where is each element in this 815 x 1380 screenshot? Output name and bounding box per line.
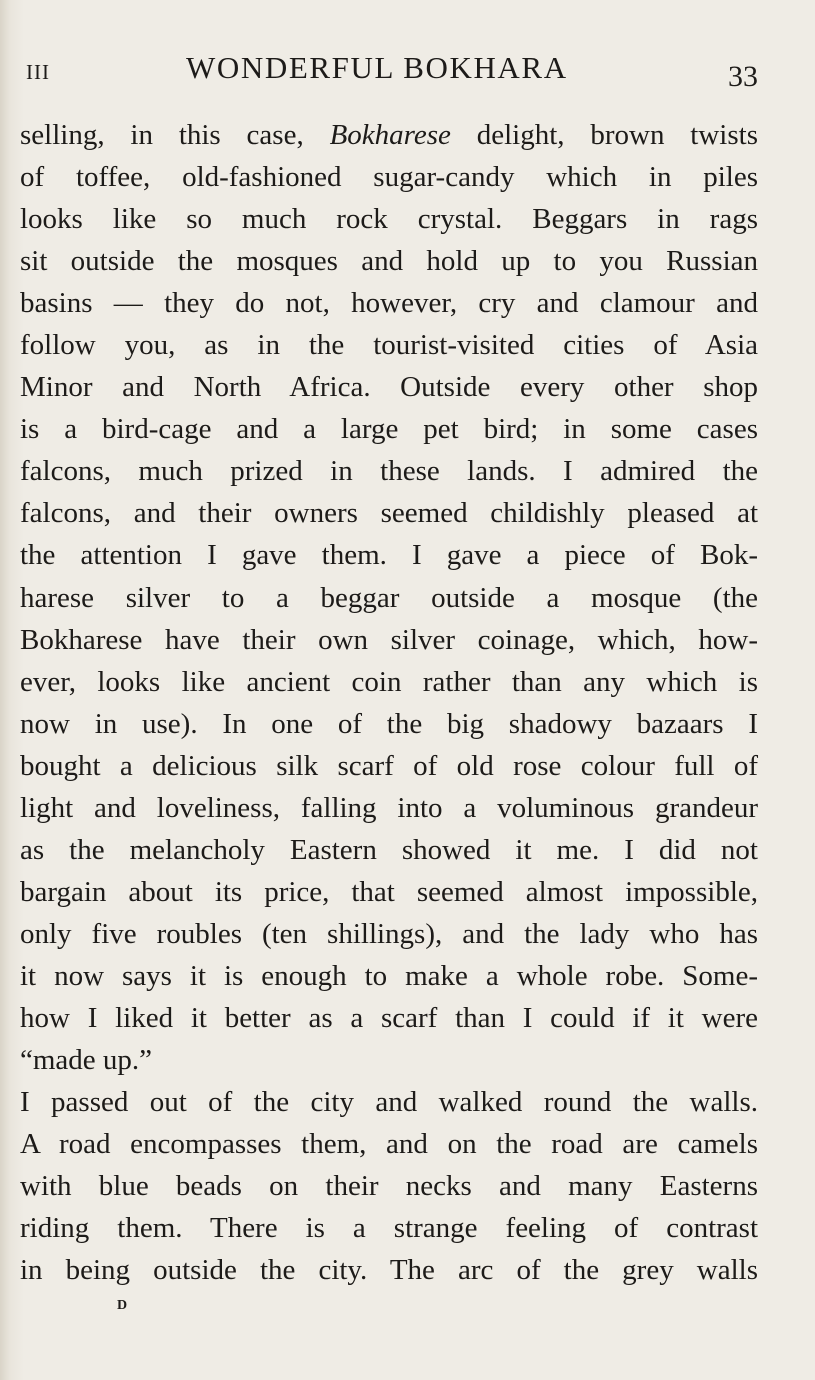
text-line: sit outside the mosques and hold up to you Russian	[20, 245, 758, 278]
text-line: with blue beads on their necks and many Easterns	[20, 1170, 758, 1203]
text-line: “made up.”	[20, 1044, 153, 1077]
text-line: only five roubles (ten shillings), and the lady who has	[20, 917, 758, 950]
text-line: A road encompasses them, and on the road are camels	[20, 1128, 758, 1161]
text-line: falcons, and their owners seemed childishly pleased at	[20, 497, 758, 530]
body-text	[20, 114, 758, 1291]
text-line: riding them. There is a strange feeling of contrast	[20, 1212, 758, 1245]
line-end: delight, brown twists	[450, 119, 758, 151]
text-line: Minor and North Africa. Outside every other shop	[20, 371, 758, 404]
text-line: I passed out of the city and walked round the walls.	[20, 1086, 758, 1119]
text-line: Bokharese have their own silver coinage, which, how-	[20, 623, 758, 656]
text-line: is a bird-cage and a large pet bird; in some cases	[20, 413, 758, 446]
running-head	[0, 50, 815, 93]
text-line: light and loveliness, falling into a voluminous grandeur	[20, 791, 758, 824]
text-line	[20, 114, 758, 156]
chapter-number: III	[26, 60, 50, 84]
text-line: how I liked it better as a scarf than I could if it were	[20, 1001, 758, 1034]
text-line: as the melancholy Eastern showed it me. I did not	[20, 833, 758, 866]
text-line: it now says it is enough to make a whole robe. Some-	[20, 959, 758, 992]
text-line: ever, looks like ancient coin rather than any which is	[20, 665, 758, 698]
text-line: the attention I gave them. I gave a piece of Bok-	[20, 539, 758, 572]
italic-word: Bokharese	[329, 119, 451, 151]
page-number: 33	[728, 60, 758, 93]
text-line: in being outside the city. The arc of the grey walls	[20, 1254, 758, 1287]
text-line: of toffee, old-fashioned sugar-candy which in piles	[20, 161, 758, 194]
text-line: basins — they do not, however, cry and clamour and	[20, 287, 758, 320]
line-start: selling, in this case,	[20, 119, 330, 151]
signature-mark: D	[117, 1298, 129, 1313]
text-line: bought a delicious silk scarf of old rose colour full of	[20, 749, 758, 782]
text-line: looks like so much rock crystal. Beggars in rags	[20, 203, 758, 236]
running-title: WONDERFUL BOKHARA	[186, 50, 568, 85]
text-line: now in use). In one of the big shadowy bazaars I	[20, 707, 758, 740]
text-line: falcons, much prized in these lands. I admired the	[20, 455, 758, 488]
text-line: follow you, as in the tourist-visited cities of Asia	[20, 329, 758, 362]
text-line: harese silver to a beggar outside a mosque (the	[20, 581, 758, 614]
text-line: bargain about its price, that seemed almost impossible,	[20, 875, 758, 908]
